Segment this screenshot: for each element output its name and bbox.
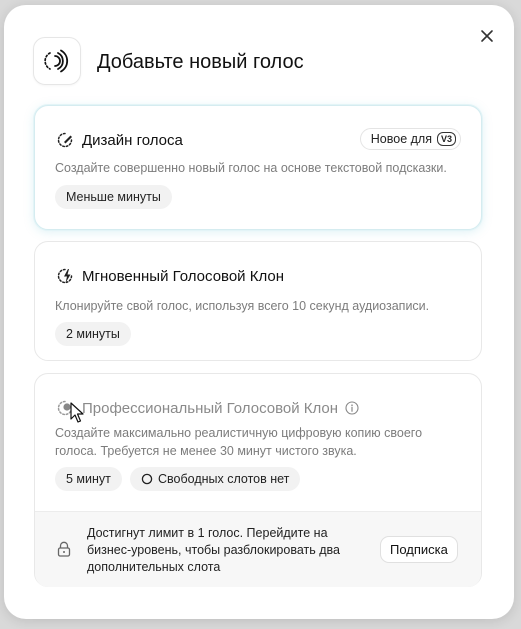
voice-design-icon bbox=[55, 130, 75, 150]
add-voice-modal bbox=[4, 5, 514, 619]
instant-clone-title: Мгновенный Голосовой Клон bbox=[82, 267, 285, 285]
instant-clone-description: Клонируйте свой голос, используя всего 10 секунд аудиозаписи. bbox=[55, 299, 430, 313]
new-for-v3-badge bbox=[360, 128, 461, 150]
close-button[interactable] bbox=[476, 25, 498, 47]
voice-waves-icon bbox=[44, 48, 70, 74]
professional-clone-duration: 5 минут bbox=[55, 467, 122, 491]
voice-design-description: Создайте совершенно новый голос на основе текстовой подсказки. bbox=[55, 161, 447, 175]
voice-design-option[interactable] bbox=[34, 105, 482, 230]
limit-notice-text: Достигнут лимит в 1 голос. Перейдите на бизнес-уровень, чтобы разблокировать два дополнительных слота bbox=[87, 526, 340, 574]
limit-notice bbox=[35, 511, 481, 587]
professional-clone-title: Профессиональный Голосовой Клон bbox=[82, 399, 339, 417]
slots-status-text: Свободных слотов нет bbox=[158, 472, 290, 486]
instant-clone-duration: 2 минуты bbox=[55, 322, 131, 346]
slots-status-badge bbox=[130, 467, 300, 491]
instant-clone-option[interactable] bbox=[34, 241, 482, 361]
v3-tag: V3 bbox=[437, 132, 456, 146]
modal-title: Добавьте новый голос bbox=[97, 51, 304, 73]
professional-clone-option bbox=[34, 373, 482, 587]
subscribe-button[interactable]: Подписка bbox=[380, 536, 458, 563]
voice-design-duration: Меньше минуты bbox=[55, 185, 172, 209]
lock-icon bbox=[57, 541, 71, 562]
empty-circle-icon bbox=[141, 473, 153, 485]
info-icon[interactable] bbox=[345, 401, 359, 415]
professional-clone-description: Создайте максимально реалистичную цифровую копию своего голоса. Требуется не менее 30 минут чистого звука. bbox=[55, 426, 423, 458]
instant-clone-icon bbox=[55, 266, 75, 286]
voice-design-title: Дизайн голоса bbox=[82, 131, 183, 149]
badge-label: Новое для bbox=[370, 132, 432, 146]
header-icon-box bbox=[33, 37, 81, 85]
close-icon[interactable] bbox=[480, 29, 494, 43]
mouse-cursor-icon bbox=[70, 402, 86, 424]
